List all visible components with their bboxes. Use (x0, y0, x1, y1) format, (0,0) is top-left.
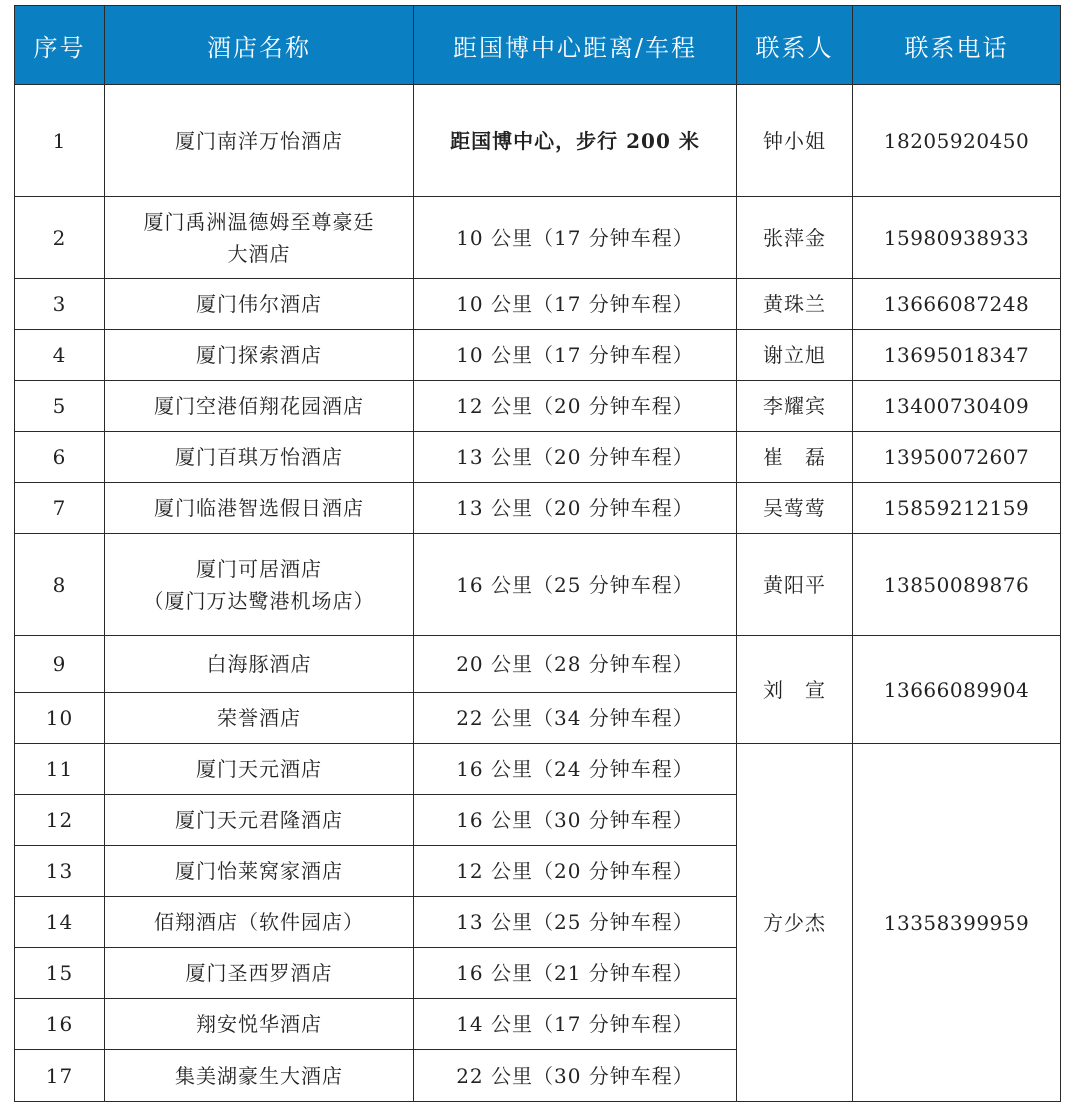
row-phone: 15980938933 (853, 197, 1061, 279)
row-index: 17 (15, 1050, 105, 1102)
row-distance: 距国博中心，步行 200 米 (414, 85, 737, 197)
row-hotel (105, 744, 414, 795)
row-hotel (105, 381, 414, 432)
table-header-row (15, 6, 1061, 85)
row-phone: 18205920450 (853, 85, 1061, 197)
merged-phone: 13666089904 (853, 636, 1061, 744)
row-phone: 13850089876 (853, 534, 1061, 636)
row-hotel (105, 330, 414, 381)
row-contact: 黄阳平 (737, 534, 853, 636)
row-distance: 16 公里（25 分钟车程） (414, 534, 737, 636)
hotel-line: 厦门百琪万怡酒店 (175, 445, 343, 469)
hotel-line: （厦门万达鹭港机场店） (143, 588, 375, 613)
hotel-line: 厦门怡莱窝家酒店 (175, 859, 343, 883)
hotel-line: 厦门临港智选假日酒店 (154, 496, 364, 520)
hotel-line: 厦门伟尔酒店 (196, 292, 322, 316)
header-contact: 联系人 (737, 6, 853, 85)
row-index: 10 (15, 693, 105, 744)
row-distance: 13 公里（25 分钟车程） (414, 897, 737, 948)
row-distance: 10 公里（17 分钟车程） (414, 330, 737, 381)
row-hotel (105, 897, 414, 948)
row-index: 15 (15, 948, 105, 999)
table-row (15, 636, 1061, 693)
row-hotel (105, 636, 414, 693)
table-row (15, 330, 1061, 381)
row-distance: 20 公里（28 分钟车程） (414, 636, 737, 693)
hotel-line: 厦门探索酒店 (196, 343, 322, 367)
hotel-table (14, 5, 1061, 1102)
row-distance: 10 公里（17 分钟车程） (414, 197, 737, 279)
header-index: 序号 (15, 6, 105, 85)
row-index: 8 (15, 534, 105, 636)
hotel-line: 大酒店 (227, 241, 291, 266)
hotel-line: 集美湖豪生大酒店 (175, 1063, 343, 1088)
table-row (15, 744, 1061, 795)
table-row (15, 197, 1061, 279)
hotel-line: 厦门可居酒店 (196, 556, 322, 581)
row-index: 14 (15, 897, 105, 948)
row-index: 1 (15, 85, 105, 197)
hotel-line: 荣誉酒店 (217, 706, 301, 730)
row-distance: 16 公里（30 分钟车程） (414, 795, 737, 846)
hotel-line: 厦门空港佰翔花园酒店 (154, 394, 364, 418)
row-contact: 谢立旭 (737, 330, 853, 381)
row-hotel (105, 948, 414, 999)
row-hotel (105, 534, 414, 636)
table-row (15, 534, 1061, 636)
header-phone: 联系电话 (853, 6, 1061, 85)
row-index: 5 (15, 381, 105, 432)
row-index: 9 (15, 636, 105, 693)
row-hotel (105, 693, 414, 744)
row-phone: 15859212159 (853, 483, 1061, 534)
row-index: 7 (15, 483, 105, 534)
row-phone: 13950072607 (853, 432, 1061, 483)
row-contact: 张萍金 (737, 197, 853, 279)
row-hotel (105, 197, 414, 279)
hotel-line: 厦门南洋万怡酒店 (175, 128, 343, 153)
row-hotel (105, 483, 414, 534)
table-row (15, 432, 1061, 483)
row-index: 12 (15, 795, 105, 846)
hotel-line: 厦门天元酒店 (196, 757, 322, 781)
row-hotel (105, 999, 414, 1050)
hotel-line: 白海豚酒店 (206, 652, 312, 676)
row-index: 13 (15, 846, 105, 897)
merged-contact: 刘 宣 (737, 636, 853, 744)
header-hotel: 酒店名称 (105, 6, 414, 85)
row-hotel (105, 432, 414, 483)
row-distance: 22 公里（30 分钟车程） (414, 1050, 737, 1102)
row-phone: 13666087248 (853, 279, 1061, 330)
row-phone: 13695018347 (853, 330, 1061, 381)
row-hotel (105, 85, 414, 197)
row-distance: 12 公里（20 分钟车程） (414, 381, 737, 432)
row-index: 6 (15, 432, 105, 483)
row-hotel (105, 795, 414, 846)
row-index: 11 (15, 744, 105, 795)
row-distance: 16 公里（24 分钟车程） (414, 744, 737, 795)
row-distance: 16 公里（21 分钟车程） (414, 948, 737, 999)
row-hotel (105, 279, 414, 330)
row-distance: 22 公里（34 分钟车程） (414, 693, 737, 744)
header-distance: 距国博中心距离/车程 (414, 6, 737, 85)
row-contact: 黄珠兰 (737, 279, 853, 330)
row-distance: 10 公里（17 分钟车程） (414, 279, 737, 330)
row-distance: 14 公里（17 分钟车程） (414, 999, 737, 1050)
merged-contact: 方少杰 (737, 744, 853, 1102)
hotel-line: 厦门圣西罗酒店 (185, 961, 333, 985)
row-phone: 13400730409 (853, 381, 1061, 432)
row-distance: 13 公里（20 分钟车程） (414, 432, 737, 483)
row-contact: 钟小姐 (737, 85, 853, 197)
hotel-line: 厦门禹洲温德姆至尊豪廷 (143, 209, 375, 234)
row-contact: 吴莺莺 (737, 483, 853, 534)
table-row (15, 85, 1061, 197)
merged-phone: 13358399959 (853, 744, 1061, 1102)
row-distance: 12 公里（20 分钟车程） (414, 846, 737, 897)
row-distance: 13 公里（20 分钟车程） (414, 483, 737, 534)
row-contact: 李耀宾 (737, 381, 853, 432)
row-hotel (105, 1050, 414, 1102)
row-index: 4 (15, 330, 105, 381)
hotel-line: 厦门天元君隆酒店 (175, 808, 343, 832)
row-index: 16 (15, 999, 105, 1050)
hotel-line: 佰翔酒店（软件园店） (154, 910, 364, 934)
row-index: 2 (15, 197, 105, 279)
row-contact: 崔 磊 (737, 432, 853, 483)
row-index: 3 (15, 279, 105, 330)
table-row (15, 279, 1061, 330)
table-row (15, 381, 1061, 432)
table-row (15, 483, 1061, 534)
row-hotel (105, 846, 414, 897)
hotel-line: 翔安悦华酒店 (196, 1012, 322, 1036)
